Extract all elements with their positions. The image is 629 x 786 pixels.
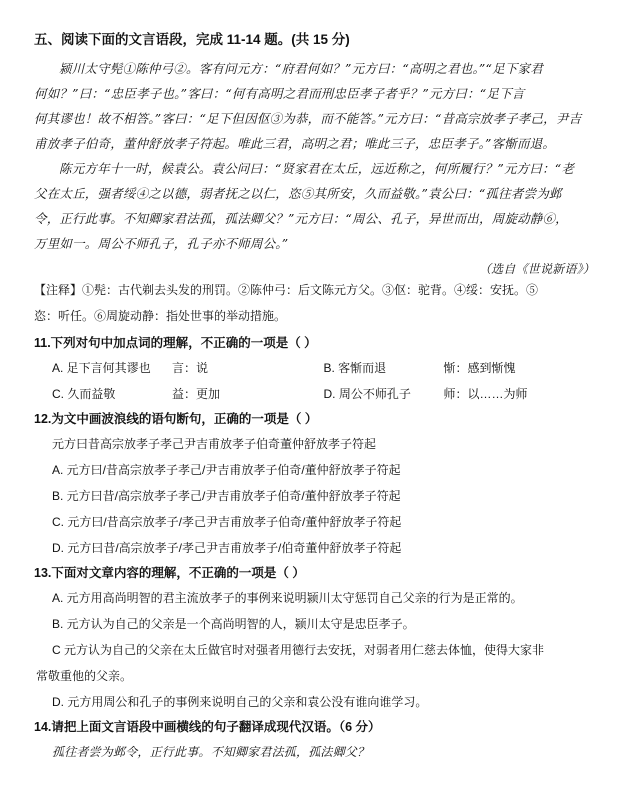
option-meaning: 惭：感到惭愧 bbox=[443, 361, 516, 375]
annotation-line: 【注释】①髡：古代剃去头发的刑罚。②陈仲弓：后文陈元方父。③伛：驼背。④绥：安抚。⑤ bbox=[34, 283, 539, 297]
option-label: A. 足下言何其谬也 bbox=[52, 361, 151, 375]
passage-line: 父在太丘，强者绥④之以德，弱者抚之以仁，恣⑤其所安，久而益敬。”袁公曰：“孤往者尝为邺 bbox=[34, 186, 562, 201]
option-b[interactable]: B. 元方认为自己的父亲是一个高尚明智的人，颍川太守是忠臣孝子。 bbox=[52, 617, 415, 631]
option-c[interactable]: C. 元方曰/昔高宗放孝子/孝己尹吉甫放孝子伯奇/董仲舒放孝子符起 bbox=[52, 515, 402, 529]
annotation-line: 恣：听任。⑥周旋动静：指处世事的举动措施。 bbox=[34, 309, 287, 323]
option-c-continued: 常敬重他的父亲。 bbox=[36, 669, 133, 683]
section-title: 五、阅读下面的文言语段，完成 11-14 题。(共 15 分) bbox=[34, 32, 350, 47]
option-meaning: 言：说 bbox=[172, 361, 209, 375]
option-c[interactable]: C 元方认为自己的父亲在太丘做官时对强者用德行去安抚，对弱者用仁慈去体恤，使得大家非 bbox=[52, 643, 545, 657]
option-a[interactable]: A. 元方曰/昔高宗放孝子孝己/尹吉甫放孝子伯奇/董仲舒放孝子符起 bbox=[52, 463, 401, 477]
question-11-stem: 11.下列对句中加点词的理解，不正确的一项是（ ） bbox=[34, 336, 317, 350]
question-11-options bbox=[34, 355, 595, 407]
question-13-stem: 13.下面对文章内容的理解，不正确的一项是（ ） bbox=[34, 566, 305, 580]
passage bbox=[34, 56, 595, 277]
passage-line: 何其谬也！故不相答。”客曰：“足下但因伛③为恭，而不能答。”元方曰：“昔高宗放孝子孝己，尹吉 bbox=[34, 111, 582, 126]
passage-line: 万里如一。周公不师孔子，孔子亦不师周公。” bbox=[34, 236, 289, 251]
passage-source: （选自《世说新语》） bbox=[478, 262, 595, 276]
option-meaning: 益：更加 bbox=[172, 387, 221, 401]
option-d[interactable]: D. 元方用周公和孔子的事例来说明自己的父亲和袁公没有谁向谁学习。 bbox=[52, 695, 428, 709]
passage-line: 陈元方年十一时，候袁公。袁公问曰：“贤家君在太丘，远近称之，何所履行？”元方曰：“老 bbox=[59, 161, 575, 176]
passage-line: 令，正行此事。不知卿家君法孤，孤法卿父？”元方曰：“周公、孔子，异世而出，周旋动静⑥， bbox=[34, 211, 568, 226]
option-d[interactable]: D. 元方曰昔/高宗放孝子/孝己尹吉甫放孝子/伯奇董仲舒放孝子符起 bbox=[52, 541, 402, 555]
option-b[interactable]: B. 元方曰昔/高宗放孝子孝己/尹吉甫放孝子伯奇/董仲舒放孝子符起 bbox=[52, 489, 401, 503]
option-label: B. 客惭而退 bbox=[323, 361, 387, 375]
question-14-stem: 14.请把上面文言语段中画横线的句子翻译成现代汉语。（6 分） bbox=[34, 720, 381, 734]
question-12-stem: 12.为文中画波浪线的语句断句，正确的一项是（ ） bbox=[34, 412, 318, 426]
question-12-sentence: 元方曰昔高宗放孝子孝己尹吉甫放孝子伯奇董仲舒放孝子符起 bbox=[52, 437, 377, 451]
annotations bbox=[34, 279, 595, 327]
passage-line: 何如？”曰：“忠臣孝子也。”客曰：“何有高明之君而刑忠臣孝子者乎？”元方曰：“足下言 bbox=[34, 86, 525, 101]
passage-line: 颍川太守髡①陈仲弓②。客有问元方：“府君何如？”元方曰：“高明之君也。”“足下家君 bbox=[59, 61, 543, 76]
option-label: C. 久而益敬 bbox=[52, 387, 116, 401]
option-d[interactable] bbox=[324, 381, 596, 407]
question-14-sentence: 孤往者尝为邺令，正行此事。不知卿家君法孤，孤法卿父？ bbox=[52, 745, 370, 759]
option-b[interactable] bbox=[324, 355, 596, 381]
option-a[interactable] bbox=[52, 355, 324, 381]
option-a[interactable]: A. 元方用高尚明智的君主流放孝子的事例来说明颍川太守惩罚自己父亲的行为是正常的。 bbox=[52, 591, 523, 605]
option-c[interactable] bbox=[52, 381, 324, 407]
option-label: D. 周公不师孔子 bbox=[323, 387, 411, 401]
option-meaning: 师：以……为师 bbox=[443, 387, 528, 401]
passage-line: 甫放孝子伯奇，董仲舒放孝子符起。唯此三君，高明之君；唯此三子，忠臣孝子。”客惭而退。 bbox=[34, 136, 556, 151]
